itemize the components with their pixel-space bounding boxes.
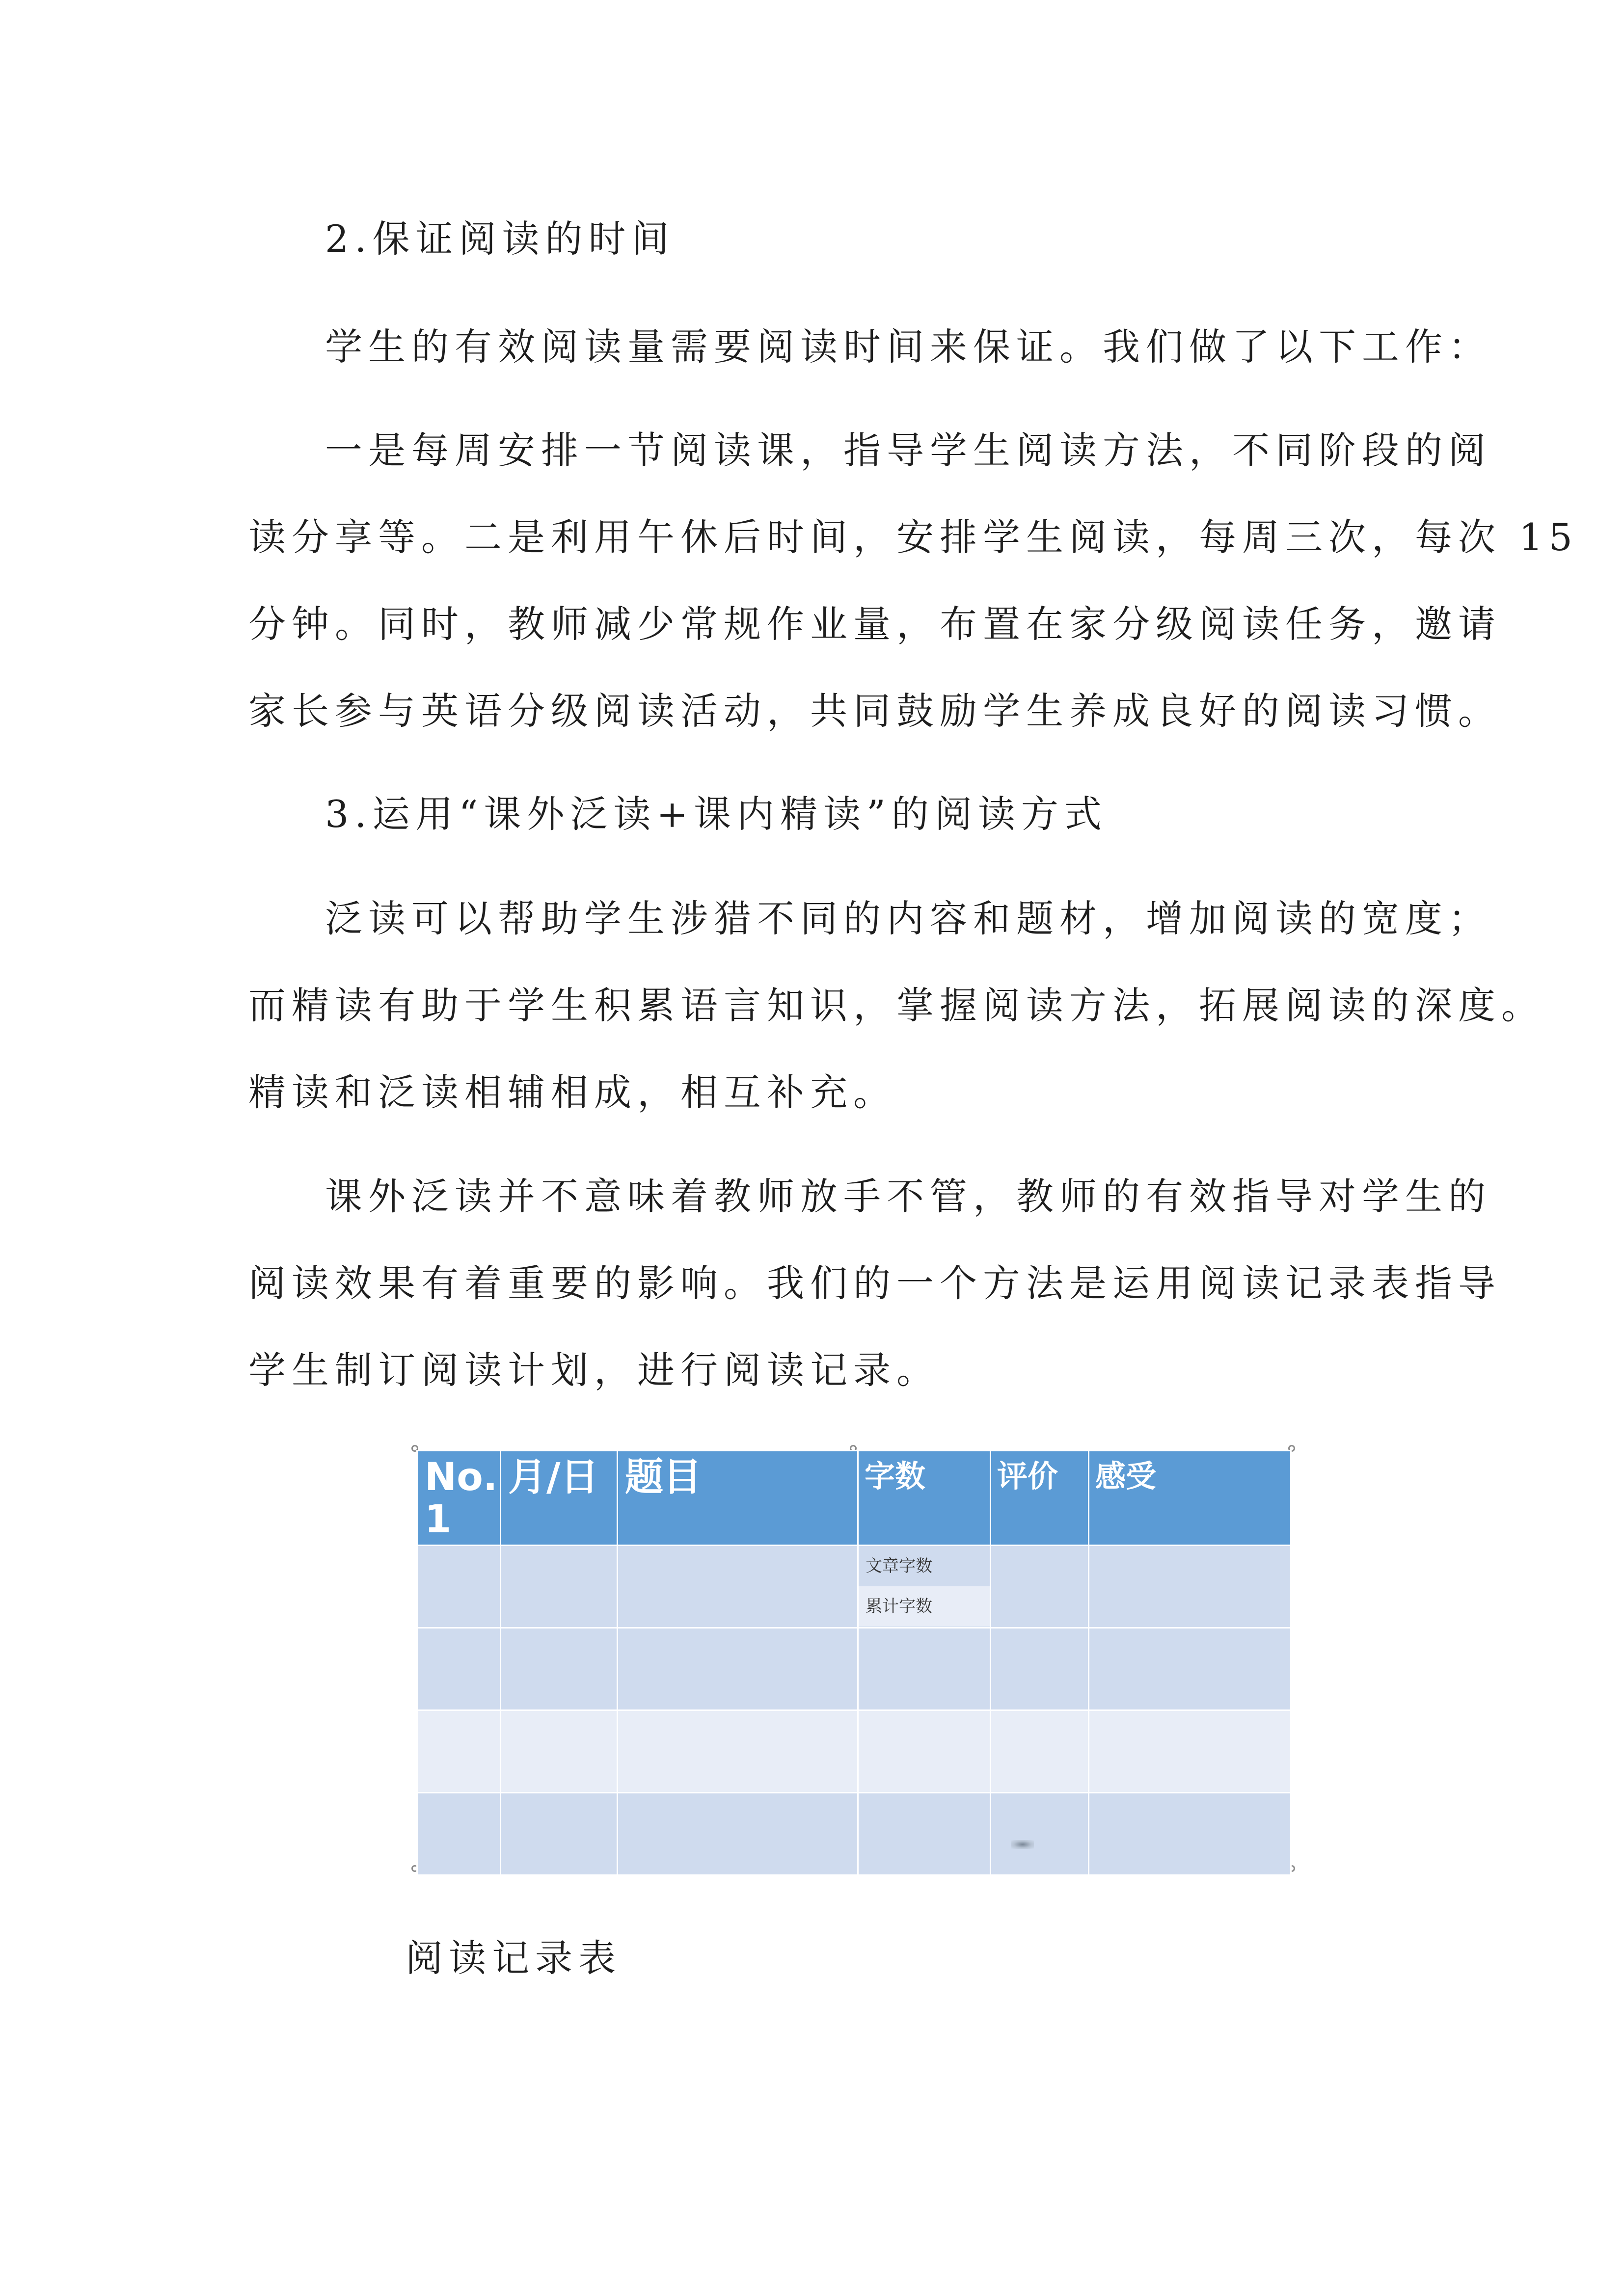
article-word-count-label: 文章字数 xyxy=(859,1546,990,1586)
table-cell xyxy=(417,1793,501,1875)
header-date: 月/日 xyxy=(501,1451,618,1546)
reading-record-table-image[interactable] xyxy=(411,1445,1295,1872)
header-rating: 评价 xyxy=(991,1451,1089,1546)
word-count-cell xyxy=(858,1546,991,1628)
paragraph-line: 课外泛读并不意味着教师放手不管，教师的有效指导对学生的 xyxy=(325,1175,1491,1218)
table-cell xyxy=(417,1546,501,1628)
image-artifact xyxy=(1011,1840,1034,1849)
header-title: 题目 xyxy=(618,1451,858,1546)
paragraph-line: 一是每周安排一节阅读课，指导学生阅读方法，不同阶段的阅 xyxy=(325,428,1491,472)
paragraph-line: 读分享等。二是利用午休后时间，安排学生阅读，每周三次，每次 15 xyxy=(248,515,1578,559)
table-cell xyxy=(1089,1546,1291,1628)
paragraph-line: 而精读有助于学生积累语言知识，掌握阅读方法，拓展阅读的深度。 xyxy=(248,984,1544,1027)
paragraph-line: 泛读可以帮助学生涉猎不同的内容和题材，增加阅读的宽度； xyxy=(325,897,1491,940)
paragraph-line: 分钟。同时，教师减少常规作业量，布置在家分级阅读任务，邀请 xyxy=(248,602,1501,646)
table-row xyxy=(417,1710,1291,1793)
table-cell xyxy=(991,1546,1089,1628)
table-cell xyxy=(991,1628,1089,1710)
paragraph-line: 学生的有效阅读量需要阅读时间来保证。我们做了以下工作： xyxy=(325,325,1491,369)
table-cell xyxy=(618,1628,858,1710)
table-cell xyxy=(1089,1793,1291,1875)
header-no: No. 1 xyxy=(417,1451,501,1546)
header-word-count: 字数 xyxy=(858,1451,991,1546)
table-cell xyxy=(618,1546,858,1628)
table-cell xyxy=(417,1710,501,1793)
table-cell xyxy=(501,1710,618,1793)
table-cell xyxy=(858,1628,991,1710)
table-cell xyxy=(991,1710,1089,1793)
table-cell xyxy=(618,1793,858,1875)
table-cell xyxy=(501,1546,618,1628)
table-row xyxy=(417,1793,1291,1875)
header-feeling: 感受 xyxy=(1089,1451,1291,1546)
cumulative-word-count-label: 累计字数 xyxy=(859,1586,990,1627)
table-cell xyxy=(991,1793,1089,1875)
table-header-row xyxy=(417,1451,1291,1546)
table-cell xyxy=(858,1793,991,1875)
table-cell xyxy=(417,1628,501,1710)
table-cell xyxy=(501,1793,618,1875)
table-cell xyxy=(1089,1710,1291,1793)
table-cell xyxy=(501,1628,618,1710)
paragraph-line: 精读和泛读相辅相成，相互补充。 xyxy=(248,1070,896,1114)
paragraph-line: 学生制订阅读计划，进行阅读记录。 xyxy=(248,1348,940,1392)
table-cell xyxy=(858,1710,991,1793)
table-row xyxy=(417,1546,1291,1628)
section-2-heading: 2.保证阅读的时间 xyxy=(325,217,675,261)
paragraph-line: 家长参与英语分级阅读活动，共同鼓励学生养成良好的阅读习惯。 xyxy=(248,689,1501,733)
table-row xyxy=(417,1628,1291,1710)
section-3-heading: 3.运用“课外泛读+课内精读”的阅读方式 xyxy=(325,792,1108,836)
reading-record-table xyxy=(416,1450,1292,1876)
paragraph-line: 阅读效果有着重要的影响。我们的一个方法是运用阅读记录表指导 xyxy=(248,1261,1501,1305)
table-cell xyxy=(618,1710,858,1793)
table-cell xyxy=(1089,1628,1291,1710)
table-caption: 阅读记录表 xyxy=(406,1936,622,1980)
